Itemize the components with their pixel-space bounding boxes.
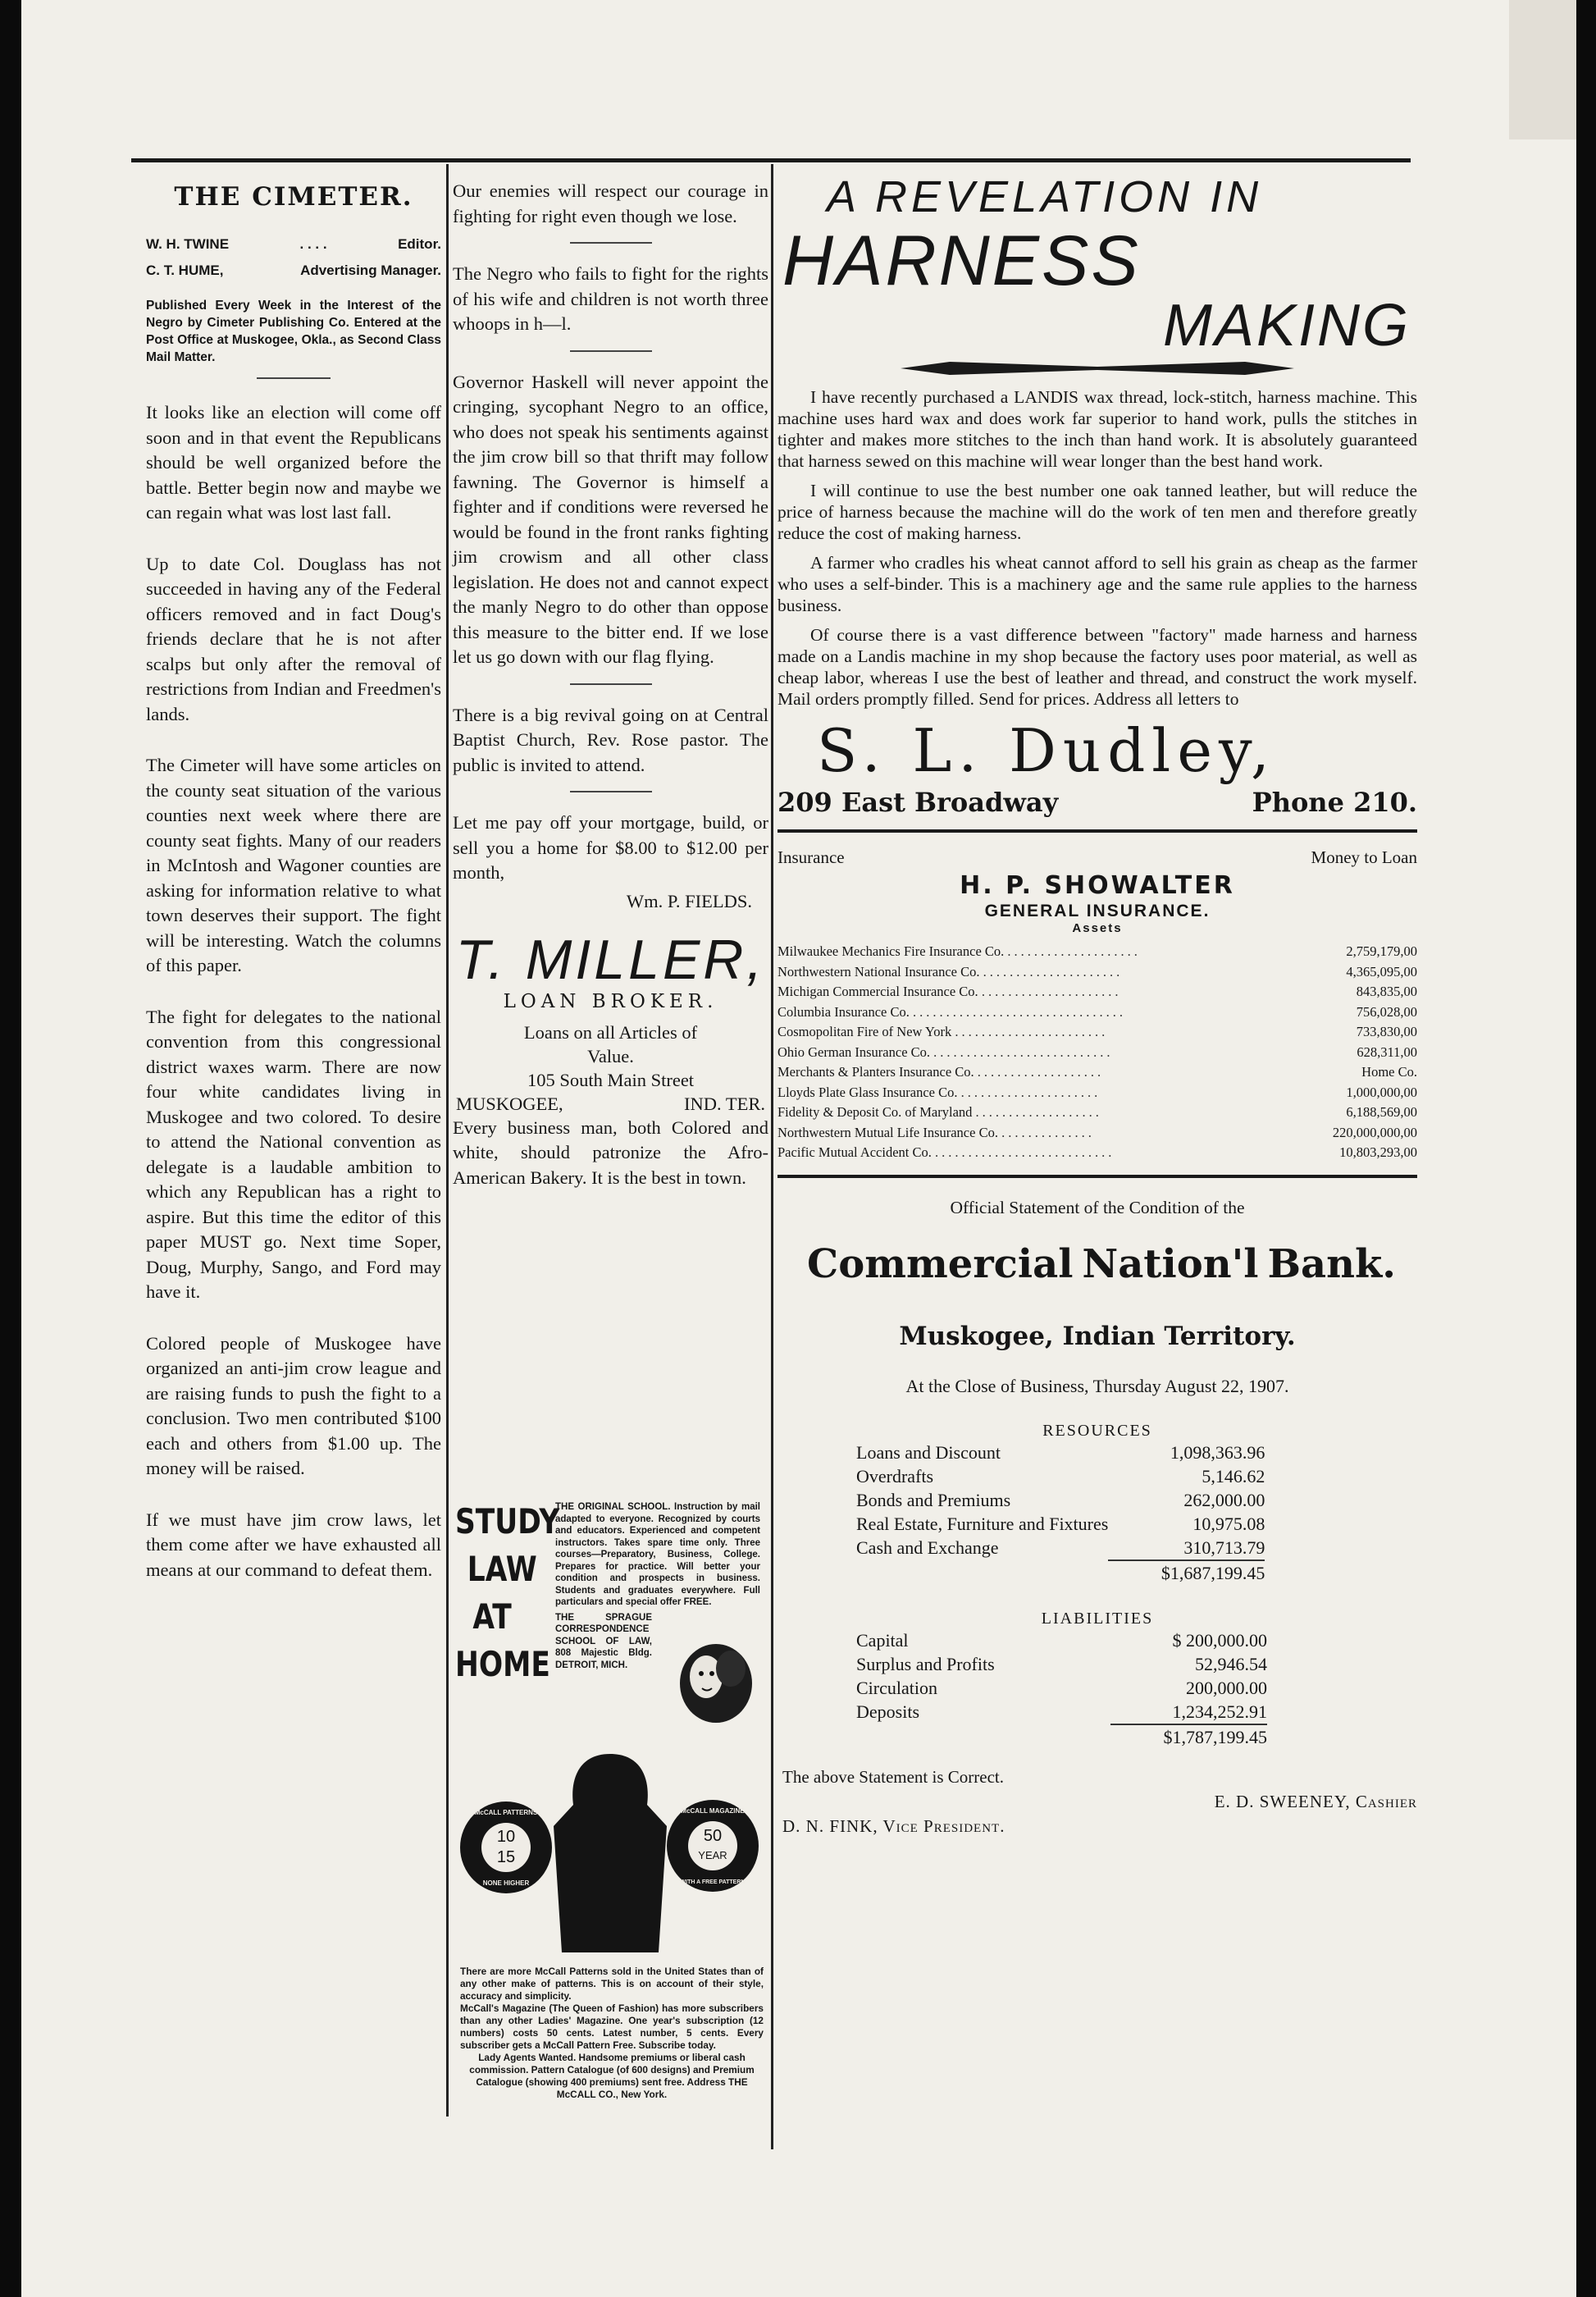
bank-place: Muskogee, Indian Territory.: [899, 1321, 1296, 1351]
insurance-agent-name: H. P. SHOWALTER: [960, 871, 1235, 900]
masthead: THE CIMETER.: [174, 182, 413, 212]
company-amount: 4,365,095,00: [1346, 963, 1417, 980]
company-amount: 6,188,569,00: [1346, 1104, 1417, 1120]
company-amount: 843,835,00: [1356, 984, 1417, 999]
mccall-patterns-copy: There are more McCall Patterns sold in the United States than of any other make of patterns. This is on account of their style, accuracy and simplicity.: [460, 1966, 764, 2002]
article-revival: There is a big revival going on at Central Baptist Church, Rev. Rose pastor. The public is invited to attend.: [453, 704, 768, 775]
company-amount: 220,000,000,00: [1332, 1124, 1417, 1140]
table-row: [777, 1083, 1417, 1103]
liabilities-label: LIABILITIES: [1041, 1609, 1154, 1628]
column-ads: [777, 172, 1417, 1841]
table-row: [856, 1676, 1267, 1700]
resource-label: Overdrafts: [856, 1465, 934, 1486]
insurance-ad: [777, 847, 1417, 1163]
fields-signature: Wm. P. FIELDS.: [626, 890, 752, 911]
dudley-name: S. L. Dudley,: [817, 716, 1276, 785]
left-badge-top: McCALL PATTERNS: [474, 1809, 538, 1816]
resource-amount: 5,146.62: [1202, 1465, 1265, 1486]
liability-amount: 200,000.00: [1186, 1677, 1267, 1698]
assets-table: [777, 942, 1417, 1163]
company-name: Milwaukee Mechanics Fire Insurance Co. ....................: [777, 943, 1141, 959]
study-law-description: THE ORIGINAL SCHOOL. Instruction by mail adapted to everyone. Recognized by courts and educators. Experienced and competent instructors. Takes spare time only. Three courses—Preparatory, Business, College. Prepares for practice. Will better your condition and prospects in business. Students and graduates everywhere. Full particulars and special offer FREE.: [555, 1502, 760, 1607]
article-delegates: The fight for delegates to the national convention from this congressional district waxes warm. There are now four white candidates living in Muskogee and two colored. To desire to attend the National convention as delegate is a laudable ambition to which any Republican has a right to aspire. But this time the editor of this paper MUST go. Next time Soper, Doug, Murphy, Sango, and Ford may have it.: [146, 1006, 441, 1302]
top-rule: [131, 158, 1411, 162]
table-row: [777, 962, 1417, 983]
insurance-subtitle: GENERAL INSURANCE.: [984, 902, 1211, 920]
table-row: [856, 1652, 1267, 1676]
harness-paragraph-3: A farmer who cradles his wheat cannot afford to sell his grain as cheap as the farmer who uses a self-binder. This is a machinery age and the same rule applies to the harness business.: [777, 553, 1417, 615]
liability-label: Circulation: [856, 1677, 937, 1698]
assets-label: Assets: [1072, 921, 1123, 935]
company-amount: 10,803,293,00: [1339, 1144, 1417, 1160]
miller-address: 105 South Main Street: [527, 1069, 695, 1090]
resource-label: Cash and Exchange: [856, 1537, 999, 1558]
table-row: [856, 1441, 1265, 1464]
bank-date: At the Close of Business, Thursday August 22, 1907.: [905, 1375, 1289, 1396]
article-douglass: Up to date Col. Douglass has not succeeded in having any of the Federal officers removed and in fact Doug's friends declare that he is not after scalps but only after the removal of restrictions from Indian and Freedmen's lands.: [146, 553, 441, 724]
resource-amount: 262,000.00: [1183, 1489, 1265, 1510]
company-name: Columbia Insurance Co. ................................: [777, 1003, 1126, 1020]
company-amount: 733,830,00: [1356, 1024, 1417, 1039]
miller-subtitle: LOAN BROKER.: [503, 990, 718, 1012]
manager-name: C. T. HUME,: [146, 263, 224, 278]
right-badge-top: McCALL MAGAZINE: [681, 1807, 745, 1815]
column-middle: [453, 179, 768, 1190]
table-row: [856, 1628, 1267, 1652]
editor-title: Editor.: [398, 236, 441, 252]
home-word: HOME: [455, 1644, 550, 1684]
mccall-magazine-copy: McCall's Magazine (The Queen of Fashion) has more subscribers than any other Ladies' Magazine. One year's subscription (12 numbers) costs 50 cents. Latest number, 5 cents. Every subscriber gets a McCall Pattern Free. Subscribe today.: [460, 2002, 764, 2051]
table-row: [777, 942, 1417, 962]
table-row: [777, 1123, 1417, 1144]
column-rule-left: [446, 164, 449, 2117]
miller-city: MUSKOGEE,: [456, 1093, 563, 1114]
flourish-icon: [901, 359, 1294, 377]
divider: [570, 791, 652, 792]
resource-label: Loans and Discount: [856, 1441, 1001, 1463]
divider: [257, 377, 331, 379]
mccall-copy: [460, 1966, 764, 2101]
table-row: [777, 1043, 1417, 1063]
liability-label: Surplus and Profits: [856, 1653, 995, 1674]
bank-statement: [777, 1198, 1417, 1841]
column-editorial: [146, 179, 441, 1609]
resources-total: $1,687,199.45: [1108, 1560, 1265, 1585]
harness-ad: [777, 172, 1417, 818]
law-word: LAW: [467, 1549, 537, 1589]
resource-label: Bonds and Premiums: [856, 1489, 1011, 1510]
left-badge-num-bottom: 15: [496, 1848, 516, 1866]
manager-line: [146, 263, 441, 279]
company-name: Cosmopolitan Fire of New York .......................: [777, 1024, 1109, 1039]
company-name: Northwestern National Insurance Co. .....................: [777, 963, 1124, 980]
miller-ad: [453, 929, 768, 1191]
cashier-signature: E. D. SWEENEY, Cashier: [1214, 1791, 1417, 1811]
liability-amount: 52,946.54: [1195, 1653, 1267, 1674]
study-law-words: [455, 1498, 560, 1688]
article-county-seat: The Cimeter will have some articles on the county seat situation of the various counties next week where there are county seat fights. Many of our readers in McIntosh and Wagoner counties are asking for information relative to what town deserves their support. The fight will be interesting. Watch the columns of this paper.: [146, 755, 441, 975]
table-row: [856, 1700, 1267, 1724]
company-name: Fidelity & Deposit Co. of Maryland ...................: [777, 1104, 1102, 1120]
table-row: [856, 1512, 1265, 1536]
company-amount: 628,311,00: [1357, 1043, 1417, 1060]
table-row: [856, 1464, 1265, 1488]
liability-label: Deposits: [856, 1701, 919, 1722]
company-amount: Home Co.: [1361, 1064, 1417, 1080]
editor-name: W. H. TWINE: [146, 236, 230, 252]
liabilities-total: $1,787,199.45: [1110, 1724, 1267, 1749]
statement-correct: The above Statement is Correct.: [782, 1766, 1004, 1787]
resource-amount: 10,975.08: [1192, 1513, 1265, 1534]
left-badge-bottom: NONE HIGHER: [482, 1879, 530, 1887]
company-amount: 756,028,00: [1356, 1003, 1417, 1020]
portrait-illustration-icon: [665, 1629, 764, 1728]
resources-table: [856, 1441, 1265, 1585]
mccall-ad: [455, 1747, 765, 2117]
table-row: [777, 1062, 1417, 1083]
loan-label: Money to Loan: [1311, 847, 1417, 867]
table-row: [856, 1536, 1265, 1560]
article-rights: The Negro who fails to fight for the rights of his wife and children is not worth three whoops in h—l.: [453, 263, 768, 334]
company-name: Lloyds Plate Glass Insurance Co. .....................: [777, 1084, 1101, 1100]
article-anti-jim-crow: Colored people of Muskogee have organized an anti-jim crow league and are raising funds to push the fight to a conclusion. Two men contributed $100 each and others from $1.00 up. The money will be raised.: [146, 1332, 441, 1478]
harness-heading-2: HARNESS: [782, 221, 1141, 300]
liabilities-table: [856, 1628, 1267, 1749]
company-name: Michigan Commercial Insurance Co. .....................: [777, 984, 1122, 999]
editor-dots: . . . .: [299, 236, 327, 252]
article-haskell: Governor Haskell will never appoint the cringing, sycophant Negro to an office, who does not speak his sentiments against the jim crow bill so that thrift may follow fawning. The Governor is himself a fighter and if conditions were reversed he would be found in the front ranks fighting jim crowism and all other class legislation. He does not and cannot expect the manly Negro to do other than oppose this measure to the bitter end. If we lose let us go down with our flag flying.: [453, 371, 768, 667]
liability-label: Capital: [856, 1629, 909, 1651]
mccall-agents-copy: Lady Agents Wanted. Handsome premiums or liberal cash commission. Pattern Catalogue (of 600 designs) and Premium Catalogue (showing 400 premiums) sent free. Address THE McCALL CO., New York.: [469, 2052, 755, 2100]
right-badge-num-top: 50: [703, 1827, 723, 1845]
resource-amount: 310,713.79: [1183, 1537, 1265, 1558]
right-badge-bottom: WITH A FREE PATTERN: [680, 1879, 746, 1885]
miller-line-1: Loans on all Articles of: [523, 1021, 698, 1043]
harness-paragraph-1: I have recently purchased a LANDIS wax thread, lock-stitch, harness machine. This machine uses hard wax and does work far superior to hand work, pulls the stitches in tighter and makes more stitches to the inch than hand work. It is absolutely guaranteed that harness sewed on this machine will wear longer than the best hand work.: [777, 387, 1417, 471]
miller-city-line: [453, 1092, 768, 1116]
table-row: [777, 1002, 1417, 1023]
article-election: It looks like an election will come off soon and in that event the Republicans should be well organized before the battle. Better begin now and maybe we can regain what was lost last fall.: [146, 402, 441, 523]
bank-name-3: Bank.: [1267, 1240, 1396, 1287]
bank-name: [807, 1240, 1396, 1289]
resources-label: RESOURCES: [1042, 1421, 1152, 1440]
study-word: STUDY: [455, 1501, 560, 1541]
column-rule-right: [771, 164, 773, 2149]
harness-paragraph-2: I will continue to use the best number one oak tanned leather, but will reduce the price of harness because the machine will do the work of ten men and therefore greatly reduce the cost of making harness.: [777, 481, 1417, 543]
study-law-school: THE SPRAGUE CORRESPONDENCE SCHOOL OF LAW, 808 Majestic Bldg. DETROIT, MICH.: [555, 1612, 652, 1670]
divider: [570, 242, 652, 244]
bank-name-2: Nation'l: [1082, 1240, 1259, 1287]
company-name: Pacific Mutual Accident Co. ...........................: [777, 1144, 1115, 1160]
right-badge-num-bottom: YEAR: [698, 1849, 727, 1861]
harness-heading-3: MAKING: [1162, 293, 1411, 358]
divider: [570, 683, 652, 685]
harness-heading-1: A REVELATION IN: [827, 172, 1263, 221]
miller-title: T. MILLER,: [455, 928, 766, 991]
divider: [777, 1175, 1417, 1178]
left-badge-num-top: 10: [496, 1828, 516, 1846]
resource-label: Real Estate, Furniture and Fixtures: [856, 1513, 1109, 1534]
company-amount: 1,000,000,00: [1346, 1084, 1417, 1100]
table-row: [777, 1103, 1417, 1123]
liability-amount: 1,234,252.91: [1172, 1701, 1267, 1722]
bank-name-1: Commercial: [807, 1240, 1074, 1287]
bank-heading: Official Statement of the Condition of the: [950, 1197, 1245, 1217]
article-jim-crow-laws: If we must have jim crow laws, let them come after we have exhausted all means at our command to defeat them.: [146, 1509, 441, 1580]
publication-note: Published Every Week in the Interest of the Negro by Cimeter Publishing Co. Entered at the Post Office at Muskogee, Okla., as Second Class Mail Matter.: [146, 299, 441, 364]
table-row: [777, 1143, 1417, 1163]
divider: [570, 350, 652, 352]
study-law-ad: [455, 1501, 765, 1739]
at-word: AT: [472, 1596, 512, 1637]
company-amount: 2,759,179,00: [1346, 943, 1417, 959]
article-courage: Our enemies will respect our courage in fighting for right even though we lose.: [453, 180, 768, 226]
company-name: Northwestern Mutual Life Insurance Co. ..............: [777, 1124, 1095, 1140]
miller-territory: IND. TER.: [684, 1093, 765, 1114]
bakery-notice: Every business man, both Colored and white, should patronize the Afro-American Bakery. It is the best in town.: [453, 1117, 768, 1188]
dudley-contact: [777, 787, 1417, 818]
table-row: [777, 1022, 1417, 1043]
table-row: [777, 982, 1417, 1002]
liability-amount: $ 200,000.00: [1172, 1629, 1267, 1651]
editor-line: [146, 236, 441, 253]
divider: [777, 829, 1417, 833]
miller-line-2: Value.: [587, 1045, 634, 1066]
table-row: [856, 1488, 1265, 1512]
company-name: Ohio German Insurance Co. ...........................: [777, 1043, 1114, 1060]
insurance-label: Insurance: [777, 847, 845, 867]
vice-president-signature: D. N. FINK, Vice President.: [782, 1815, 1005, 1836]
dudley-phone: Phone 210.: [1252, 787, 1417, 818]
bank-footer: [777, 1767, 1417, 1841]
table-row: [856, 1724, 1267, 1749]
resource-amount: 1,098,363.96: [1170, 1441, 1265, 1463]
harness-paragraph-4: Of course there is a vast difference between "factory" made harness and harness made on a Landis machine in my shop because the factory uses poor material, as well as cheap labor, whereas I use the best of leather and thread, and construct the work myself. Mail orders promptly filled. Send for prices. Address all letters to: [777, 625, 1417, 709]
manager-title: Advertising Manager.: [300, 263, 441, 278]
dudley-address: 209 East Broadway: [777, 787, 1059, 818]
table-row: [856, 1560, 1265, 1585]
ad-fields-mortgage: Let me pay off your mortgage, build, or sell you a home for $8.00 to $12.00 per month,: [453, 812, 768, 883]
company-name: Merchants & Planters Insurance Co. ...................: [777, 1064, 1105, 1080]
scan-edge-shadow: [1509, 0, 1576, 139]
mccall-graphic: [455, 1747, 765, 1962]
insurance-top-line: [777, 847, 1417, 868]
